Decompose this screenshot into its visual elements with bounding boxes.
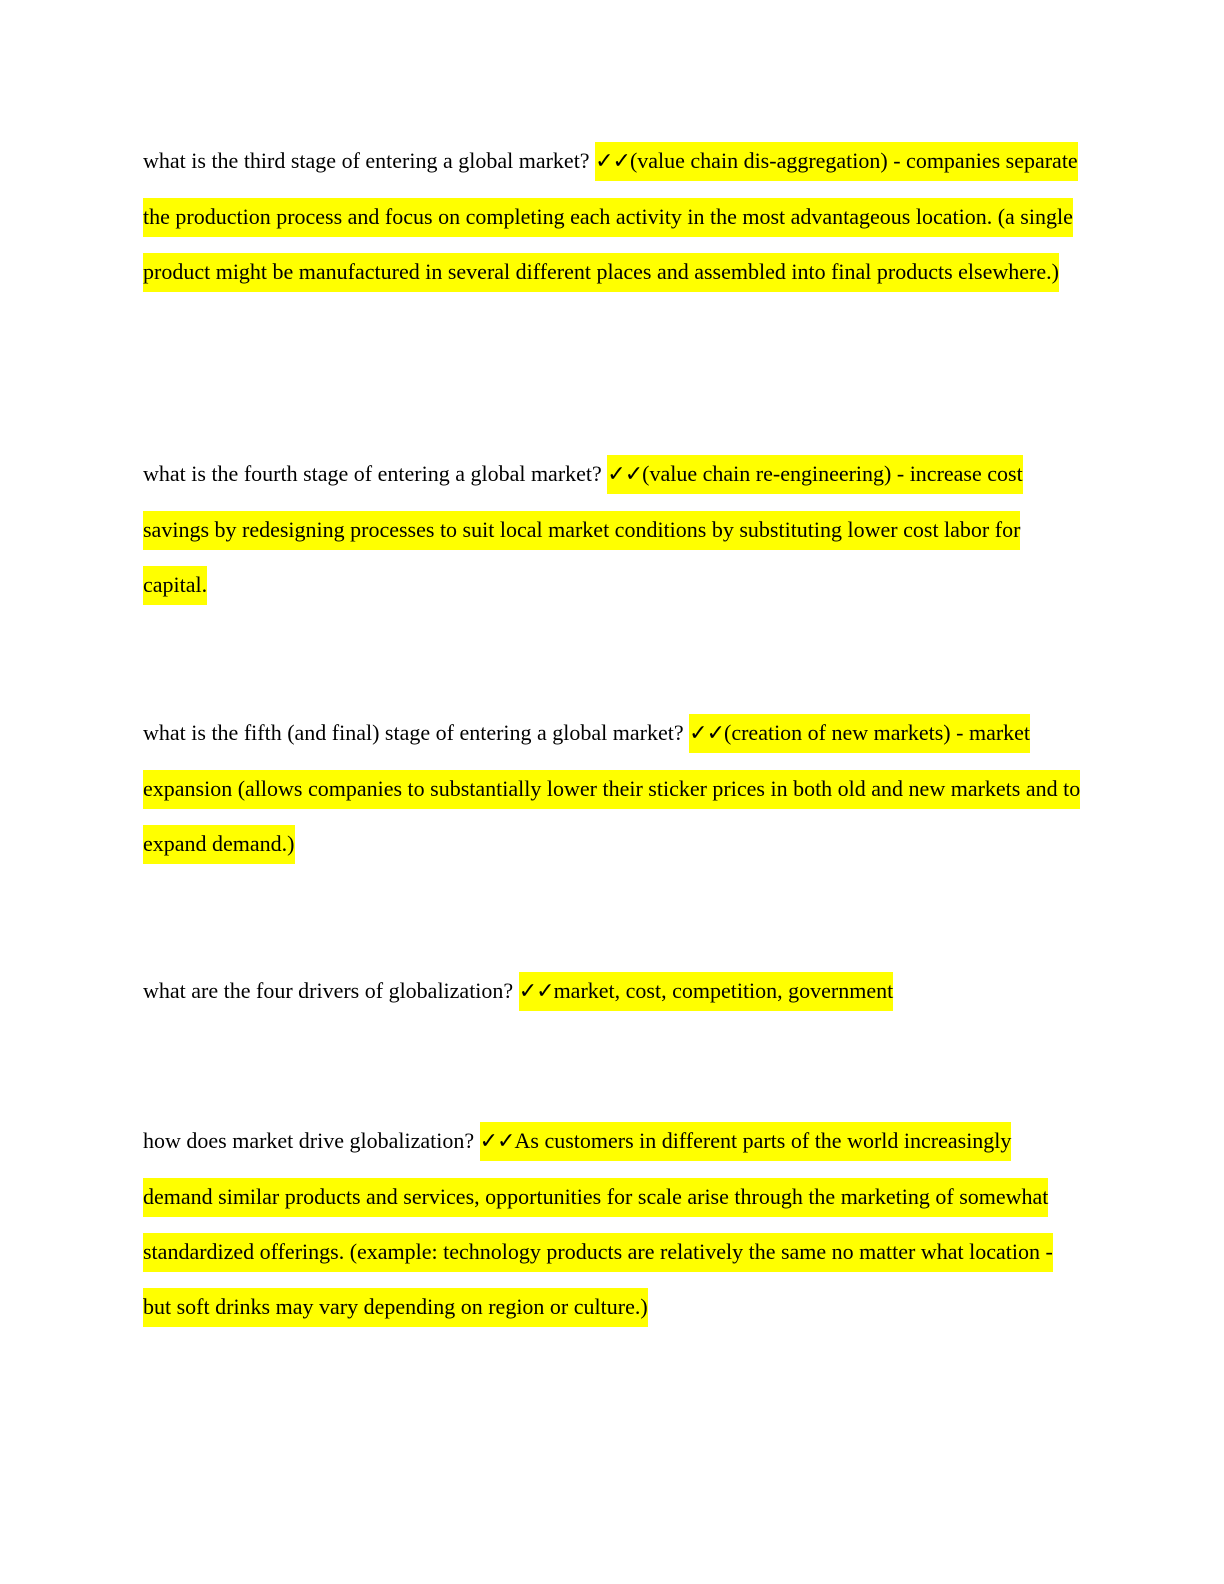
question-text: how does market drive globalization? <box>143 1128 475 1153</box>
question-text: what are the four drivers of globalization? <box>143 978 514 1003</box>
question-text: what is the fourth stage of entering a global market? <box>143 461 602 486</box>
answer-text: (creation of new markets) - market expansion (allows companies to substantially lower their sticker prices in both old and new markets and to expand demand.) <box>143 720 1081 856</box>
answer-text: (value chain dis-aggregation) - companies separate the production process and focus on completing each activity in the most advantageous location. (a single product might be manufactured in several different places and assembled into final products elsewhere.) <box>143 148 1078 284</box>
double-check-icon: ✓✓ <box>518 979 554 1004</box>
question-text: what is the fifth (and final) stage of entering a global market? <box>143 720 684 745</box>
answer-text: (value chain re-engineering) - increase cost savings by redesigning processes to suit local market conditions by substituting lower cost labor for capital. <box>143 461 1023 597</box>
answer-text: market, cost, competition, government <box>553 978 894 1003</box>
qa-block-fourth-stage <box>143 446 1083 612</box>
answer-text: As customers in different parts of the world increasingly demand similar products and services, opportunities for scale arise through the marketing of somewhat standardized offerings. (example: technology products are relatively the same no matter what location - but soft drinks may vary depending on region or culture.) <box>143 1128 1053 1319</box>
qa-block-fifth-stage <box>143 705 1083 871</box>
double-check-icon: ✓✓ <box>607 462 643 487</box>
double-check-icon: ✓✓ <box>595 149 630 174</box>
qa-block-four-drivers <box>143 963 1083 1019</box>
double-check-icon: ✓✓ <box>479 1129 515 1154</box>
answer-highlight <box>519 972 894 1011</box>
qa-block-third-stage <box>143 133 1083 299</box>
qa-block-market-driver <box>143 1113 1083 1334</box>
question-text: what is the third stage of entering a global market? <box>143 148 590 173</box>
double-check-icon: ✓✓ <box>689 721 725 746</box>
